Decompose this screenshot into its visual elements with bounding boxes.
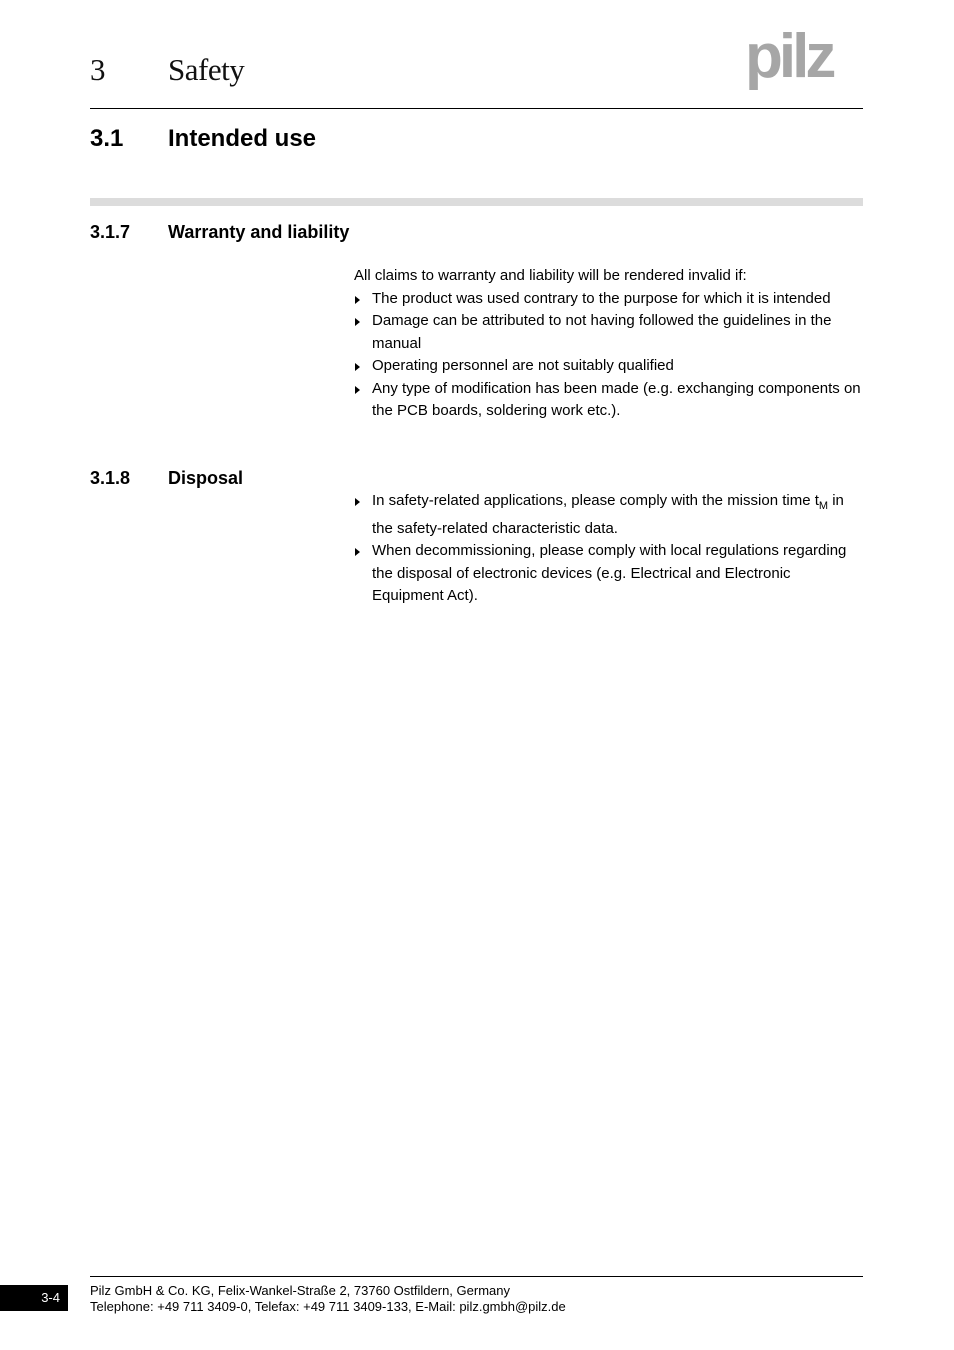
warranty-intro: All claims to warranty and liability will be rendered invalid if: (354, 267, 747, 284)
subscript-m: M (818, 500, 829, 512)
subsection-number-disposal: 3.1.8 (90, 468, 131, 488)
list-item (354, 288, 866, 311)
list-item-text: Any type of modification has been made (e.g. exchanging components on the PCB boards, soldering work etc.). (372, 379, 861, 419)
triangle-bullet-icon (355, 548, 360, 556)
pilz-logo: pilz (745, 22, 833, 91)
footer-rule (90, 1276, 863, 1277)
list-item (354, 378, 866, 423)
chapter-title: Safety (168, 52, 245, 87)
list-item-text: Operating personnel are not suitably qualified (372, 357, 674, 374)
subsection-title-warranty: Warranty and liability (168, 222, 350, 242)
triangle-bullet-icon (355, 498, 360, 506)
list-item-text: The product was used contrary to the purpose for which it is intended (372, 289, 831, 307)
warranty-bullet-list (354, 288, 866, 423)
subsection-title-disposal: Disposal (168, 468, 244, 488)
page-number: 3-4 (0, 1285, 68, 1311)
list-item (354, 540, 866, 608)
disposal-bullet-list (354, 490, 866, 608)
triangle-bullet-icon (355, 296, 360, 304)
section-title: Intended use (168, 125, 317, 152)
triangle-bullet-icon (355, 318, 360, 326)
triangle-bullet-icon (355, 386, 360, 394)
list-item (354, 310, 866, 355)
header-rule (90, 108, 863, 109)
list-item-text: When decommissioning, please comply with local regulations regarding the disposal of electronic devices (e.g. Electrical and Electronic Equipment Act). (372, 542, 847, 604)
section-number: 3.1 (90, 125, 124, 152)
section-divider-bar (90, 198, 863, 206)
list-item-text: Damage can be attributed to not having followed the guidelines in the manual (372, 312, 832, 352)
disposal-text (354, 490, 866, 608)
triangle-bullet-icon (355, 363, 360, 371)
footer-contact: Telephone: +49 711 3409-0, Telefax: +49 711 3409-133, E-Mail: pilz.gmbh@pilz.de (90, 1299, 566, 1314)
list-item (354, 490, 866, 540)
list-item-text: In safety-related applications, please comply with the mission time $t_M$ in the safety-related characteristic data. (372, 492, 844, 537)
warranty-text (354, 265, 866, 423)
list-item (354, 355, 866, 378)
chapter-number: 3 (90, 52, 105, 87)
footer-address: Pilz GmbH & Co. KG, Felix-Wankel-Straße 2, 73760 Ostfildern, Germany (90, 1283, 510, 1298)
subsection-number-warranty: 3.1.7 (90, 222, 131, 242)
